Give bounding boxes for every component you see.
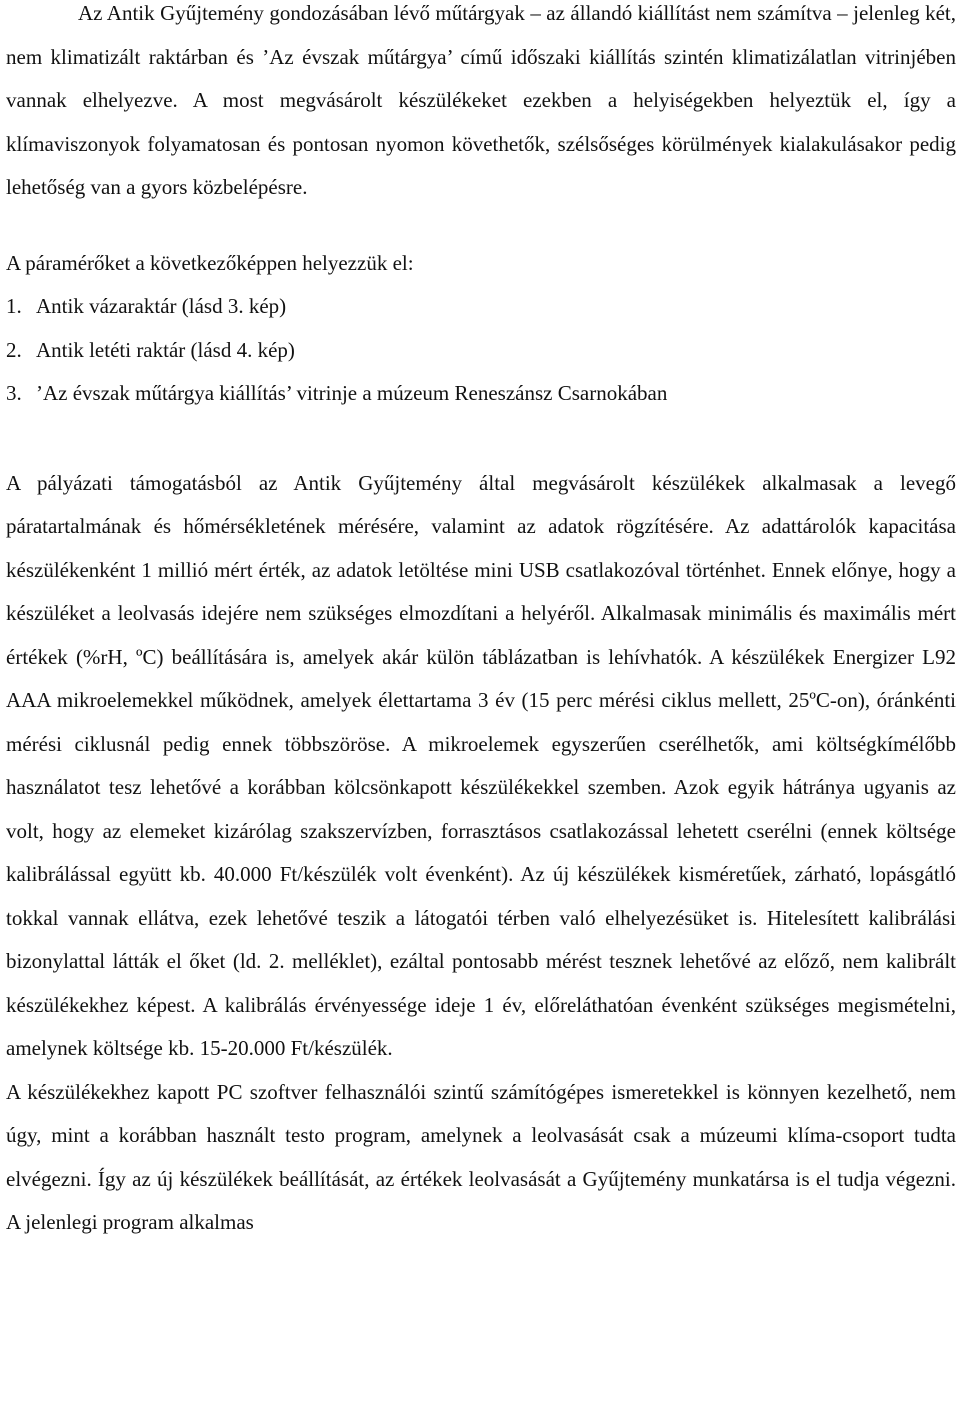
list-item-text: Antik vázaraktár (lásd 3. kép) [36,294,287,318]
paragraph-devices: A pályázati támogatásból az Antik Gyűjtemény által megvásárolt készülékek alkalmasak a levegő páratartalmának és hőmérsékletének mérésére, valamint az adatok rögzítésére. Az adattárolók kapacitása készülékenként 1 millió mért érték, az adatok letöltése mini USB csatlakozóval történhet. Ennek előnye, hogy a készüléket a leolvasás idejére nem szükséges elmozdítani a helyéről. Alkalmasak minimális és maximális mért értékek (%rH, ºC) beállítására is, amelyek akár külön táblázatban is lehívhatók. A készülékek Energizer L92 AAA mikroelemekkel működnek, amelyek élettartama 3 év (15 perc mérési ciklus mellett, 25ºC-on), óránkénti mérési ciklusnál pedig ennek többszöröse. A mikroelemek egyszerűen cserélhetők, ami költségkímélőbb használatot tesz lehetővé a korábban kölcsönkapott készülékekkel szemben. Azok egyik hátránya ugyanis az volt, hogy az elemeket kizárólag szakszervízben, forrasztásos csatlakozással lehetett cserélni (ennek költsége kalibrálással együtt kb. 40.000 Ft/készülék volt évenként). Az új készülékek kisméretűek, zárható, lopásgátló tokkal vannak ellátva, ezek lehetővé teszik a látogatói térben való elhelyezésüket is. Hitelesített kalibrálási bizonylattal látták el őket (ld. 2. melléklet), ezáltal pontosabb mérést tesznek lehetővé az előző, nem kalibrált készülékekhez képest. A kalibrálás érvényessége ideje 1 év, előreláthatóan évenként szükséges megismételni, amelynek költsége kb. 15-20.000 Ft/készülék. [6,470,956,1060]
list-item [6,285,956,329]
document-page [6,0,956,1245]
list-item-text: ’Az évszak műtárgya kiállítás’ vitrinje a múzeum Reneszánsz Csarnokában [36,381,668,405]
list-item-number: 3. [6,381,22,405]
paragraph-software: A készülékekhez kapott PC szoftver felhasználói szintű számítógépes ismeretekkel is könnyen kezelhető, nem úgy, mint a korábban használt testo program, amelynek a leolvasását csak a múzeumi klíma-csoport tudta elvégezni. Így az új készülékek beállítását, az értékek leolvasását a Gyűjtemény munkatársa is el tudja végezni. A jelenlegi program alkalmas [6,1079,956,1234]
list-item-number: 2. [6,337,22,362]
list-item-number: 1. [6,294,22,318]
placement-list [6,285,956,416]
paragraph-storage: Az Antik Gyűjtemény gondozásában lévő műtárgyak – az állandó kiállítást nem számítva – jelenleg két, nem klimatizált raktárban és ’Az évszak műtárgya’ című időszaki kiállítás szintén klimatizálatlan vitrinjében vannak elhelyezve. A most megvásárolt készülékeket ezekben a helyiségekben helyeztük el, így a klímaviszonyok folyamatosan és pontosan nyomon követhetők, szélsőséges körülmények kialakulásakor pedig lehetőség van a gyors közbelépésre. [6,1,956,199]
list-item [6,372,956,416]
list-item [6,329,956,373]
list-item-text: Antik letéti raktár (lásd 4. kép) [36,337,295,362]
paragraph-list-intro: A páramérőket a következőképpen helyezzük el: [6,250,414,275]
